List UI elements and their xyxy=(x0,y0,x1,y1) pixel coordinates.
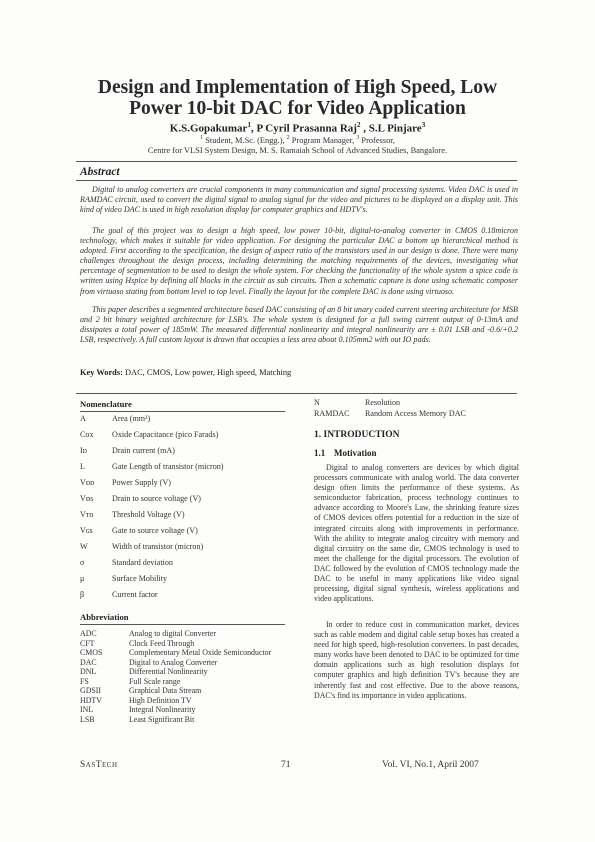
author-1: K.S.Gopakumar xyxy=(169,122,248,135)
abbreviation-definition: Differential Nonlinearity xyxy=(129,667,208,676)
abbreviation-term: CFT xyxy=(80,638,95,648)
page-number: 71 xyxy=(281,760,291,770)
role-mark-1: 1 xyxy=(200,135,204,141)
role-3: Professor, xyxy=(359,135,395,145)
nomenclature-definition: Drain to source voltage (V) xyxy=(112,494,201,503)
nomenclature-definition: Oxide Capacitance (pico Farads) xyxy=(112,430,219,439)
nomenclature-heading: Nomenclature xyxy=(80,399,132,409)
abstract-heading-rule xyxy=(76,180,517,181)
nomenclature-definition: Current factor xyxy=(112,590,158,599)
author-3-mark: 3 xyxy=(421,121,426,129)
nomenclature-definition: Area (mm²) xyxy=(112,414,151,423)
nomenclature-symbol: W xyxy=(80,542,88,551)
nomenclature-definition: Gate to source voltage (V) xyxy=(112,526,198,535)
nomenclature-symbol: μ xyxy=(80,574,85,583)
abbreviation-term: DAC xyxy=(80,657,97,667)
role-mark-3: 3 xyxy=(356,135,360,141)
abstract-text-1: Digital to analog converters are crucial components in many communication and signal processing systems. Video DAC is used in RAMDAC circuit, used to convert the digital signal to analog signal for the video and pictures to be displayed on a display unit. This kind of video DAC is used in high resolution display for computer graphics and HDTV's. xyxy=(80,185,518,215)
nomenclature-symbol: σ xyxy=(80,558,85,567)
definition-term: RAMDAC xyxy=(314,409,350,418)
nomenclature-symbol: Cox xyxy=(80,430,94,439)
title-line-2: Power 10-bit DAC for Video Application xyxy=(129,98,466,119)
abstract-text-3: This paper describes a segmented architecture based DAC consisting of an 8 bit unary coded current steering architecture for MSB and 2 bit binary weighted architecture for LSB's. The whole system is designed for a full swing current output of 0-13mA and dissipates a total power of 185mW. The measured differential nonlinearity and integral nonlinearity are ± 0.01 LSB and -0.6/+0.2 LSB, respectively. A full custom layout is drawn that occupies a less area about 0.105mm2 with out IO pads. xyxy=(80,305,518,345)
nomenclature-symbol: Vᴅᴅ xyxy=(80,478,95,487)
keywords-list: DAC, CMOS, Low power, High speed, Matching xyxy=(122,368,292,377)
abstract-text-2: The goal of this project was to design a high speed, low power 10-bit, digital-to-analog converter in CMOS 0.18micron technology, which makes it suitable for video application. For designing the particular DAC a bottom up hierarchical method is adopted. First according to the specification, the design of aspect ratio of the transistors used in our design is done. There were many challenges throughout the design process, including determining the matching requirements of the devices, investigating what percentage of segmentation to be used to design the whole system. For checking the functionality of the whole system a spice code is written using Hspice by defining all blocks in the circuit as sub circuits. Then a schematic capture is done using schematic composer from virtuoso stating from bottom level to top level. Finally the layout for the complete DAC is done using virtuoso. xyxy=(80,226,518,296)
abstract-paragraph-3 xyxy=(80,305,518,345)
nomenclature-definition: Standard deviation xyxy=(112,558,173,567)
abbreviation-rule xyxy=(80,624,285,625)
abstract-paragraph-1 xyxy=(80,185,518,215)
intro-paragraph-1 xyxy=(314,463,519,604)
author-list xyxy=(60,121,535,135)
keywords xyxy=(80,368,291,377)
abbreviation-term: DNL xyxy=(80,667,97,676)
nomenclature-symbol: Iᴅ xyxy=(80,446,87,455)
abbreviation-term: LSB xyxy=(80,714,95,724)
nomenclature-rule xyxy=(80,411,285,412)
nomenclature-symbol: Vᴅs xyxy=(80,494,94,503)
abstract-top-rule xyxy=(76,161,517,162)
abbreviation-definition: Graphical Data Stream xyxy=(129,686,202,695)
nomenclature-definition: Gate Length of transistor (micron) xyxy=(112,462,224,471)
abstract-heading: Abstract xyxy=(80,166,120,178)
nomenclature-definition: Surface Mobility xyxy=(112,574,168,583)
intro-text-1: Digital to analog converters are devices by which digital processors communicate with analog world. The data converter design often limits the performance of these systems. As semiconductor fabrication, process technology continues to advance according to Moore's Law, the shrinking feature sizes of CMOS devices offers potential for a reduction in the size of integrated circuits along with improvements in performance. With the ability to integrate analog circuitry with memory and digital circuitry on the same die, CMOS technology is used to meet the challenge for the digital processors. The evolution of DAC followed by the evolution of CMOS technology made the DAC to be useful in many applications like video signal processing, digital signal synthesis, wireless applications and video applications. xyxy=(314,463,519,604)
affiliation-roles xyxy=(60,135,535,145)
intro-paragraph-2 xyxy=(314,620,519,701)
journal-name: SasTech xyxy=(80,760,118,770)
abbreviation-definition: Clock Feed Through xyxy=(129,638,195,648)
subsection-title: Motivation xyxy=(334,448,377,458)
nomenclature-symbol: Vᴛᴏ xyxy=(80,510,94,519)
abbreviation-term: ADC xyxy=(80,629,97,638)
nomenclature-symbol: β xyxy=(80,590,85,599)
nomenclature-definition: Drain current (mA) xyxy=(112,446,175,455)
nomenclature-symbol: A xyxy=(80,414,86,423)
definition-term: N xyxy=(314,398,320,407)
definition-text: Resolution xyxy=(365,398,401,407)
keywords-label: Key Words: xyxy=(80,368,123,377)
abbreviation-definition: Analog to digital Converter xyxy=(129,629,216,638)
keywords-bottom-rule xyxy=(76,393,517,394)
volume-info: Vol. VI, No.1, April 2007 xyxy=(382,760,479,770)
title-line-1: Design and Implementation of High Speed, Low xyxy=(97,77,498,98)
abbreviation-definition: Integral Nonlinearity xyxy=(129,705,196,714)
author-2: , P Cyril Prasanna Raj xyxy=(250,122,357,135)
abbreviation-term: CMOS xyxy=(80,648,103,657)
abbreviation-definition: Complementary Metal Oxide Semiconductor xyxy=(129,648,272,657)
author-3: , S.L Pinjare xyxy=(360,122,422,135)
role-2: Program Manager, xyxy=(289,135,357,145)
definition-text: Random Access Memory DAC xyxy=(365,409,466,418)
subsection-heading-motivation xyxy=(314,448,377,458)
abbreviation-term: HDTV xyxy=(80,695,102,705)
section-heading-introduction: 1. INTRODUCTION xyxy=(314,430,400,440)
nomenclature-definition: Width of transistor (micron) xyxy=(112,542,204,551)
author-2-mark: 2 xyxy=(356,121,361,129)
abstract-paragraph-2 xyxy=(80,226,518,297)
nomenclature-definition: Power Supply (V) xyxy=(112,478,171,487)
abbreviation-heading: Abbreviation xyxy=(80,612,129,622)
paper-title xyxy=(60,77,535,119)
abbreviation-term: GDSII xyxy=(80,686,102,695)
intro-text-2: In order to reduce cost in communication market, devices such as cable modem and digital cable setup boxes has created a need for high speed, high-resolution converters. In past decades, many works have been denoted to DAC to be optimized for time domain applications such as high resolution displays for computer graphics and high definition TV's because they are inherently fast and cost effective. Due to the above reasons, DAC's find its importance in video applications. xyxy=(314,620,519,700)
nomenclature-symbol: Vɢs xyxy=(80,526,93,535)
abbreviation-term: INL xyxy=(80,705,94,714)
affiliation-institution: Centre for VLSI System Design, M. S. Ramaiah School of Advanced Studies, Bangalore. xyxy=(147,146,448,155)
abbreviation-definition: Least Significant Bit xyxy=(129,714,195,724)
role-mark-2: 2 xyxy=(286,135,290,141)
abbreviation-definition: Digital to Analog Converter xyxy=(129,657,218,667)
abbreviation-definition: Full Scale range xyxy=(129,676,181,686)
nomenclature-symbol: L xyxy=(80,462,85,471)
role-1: Student, M.Sc. (Engg.), xyxy=(203,135,287,145)
abbreviation-term: FS xyxy=(80,676,89,686)
abbreviation-definition: High Definition TV xyxy=(129,695,192,705)
nomenclature-definition: Threshold Voltage (V) xyxy=(112,510,185,519)
author-1-mark: 1 xyxy=(247,121,251,129)
subsection-number: 1.1 xyxy=(314,448,326,458)
